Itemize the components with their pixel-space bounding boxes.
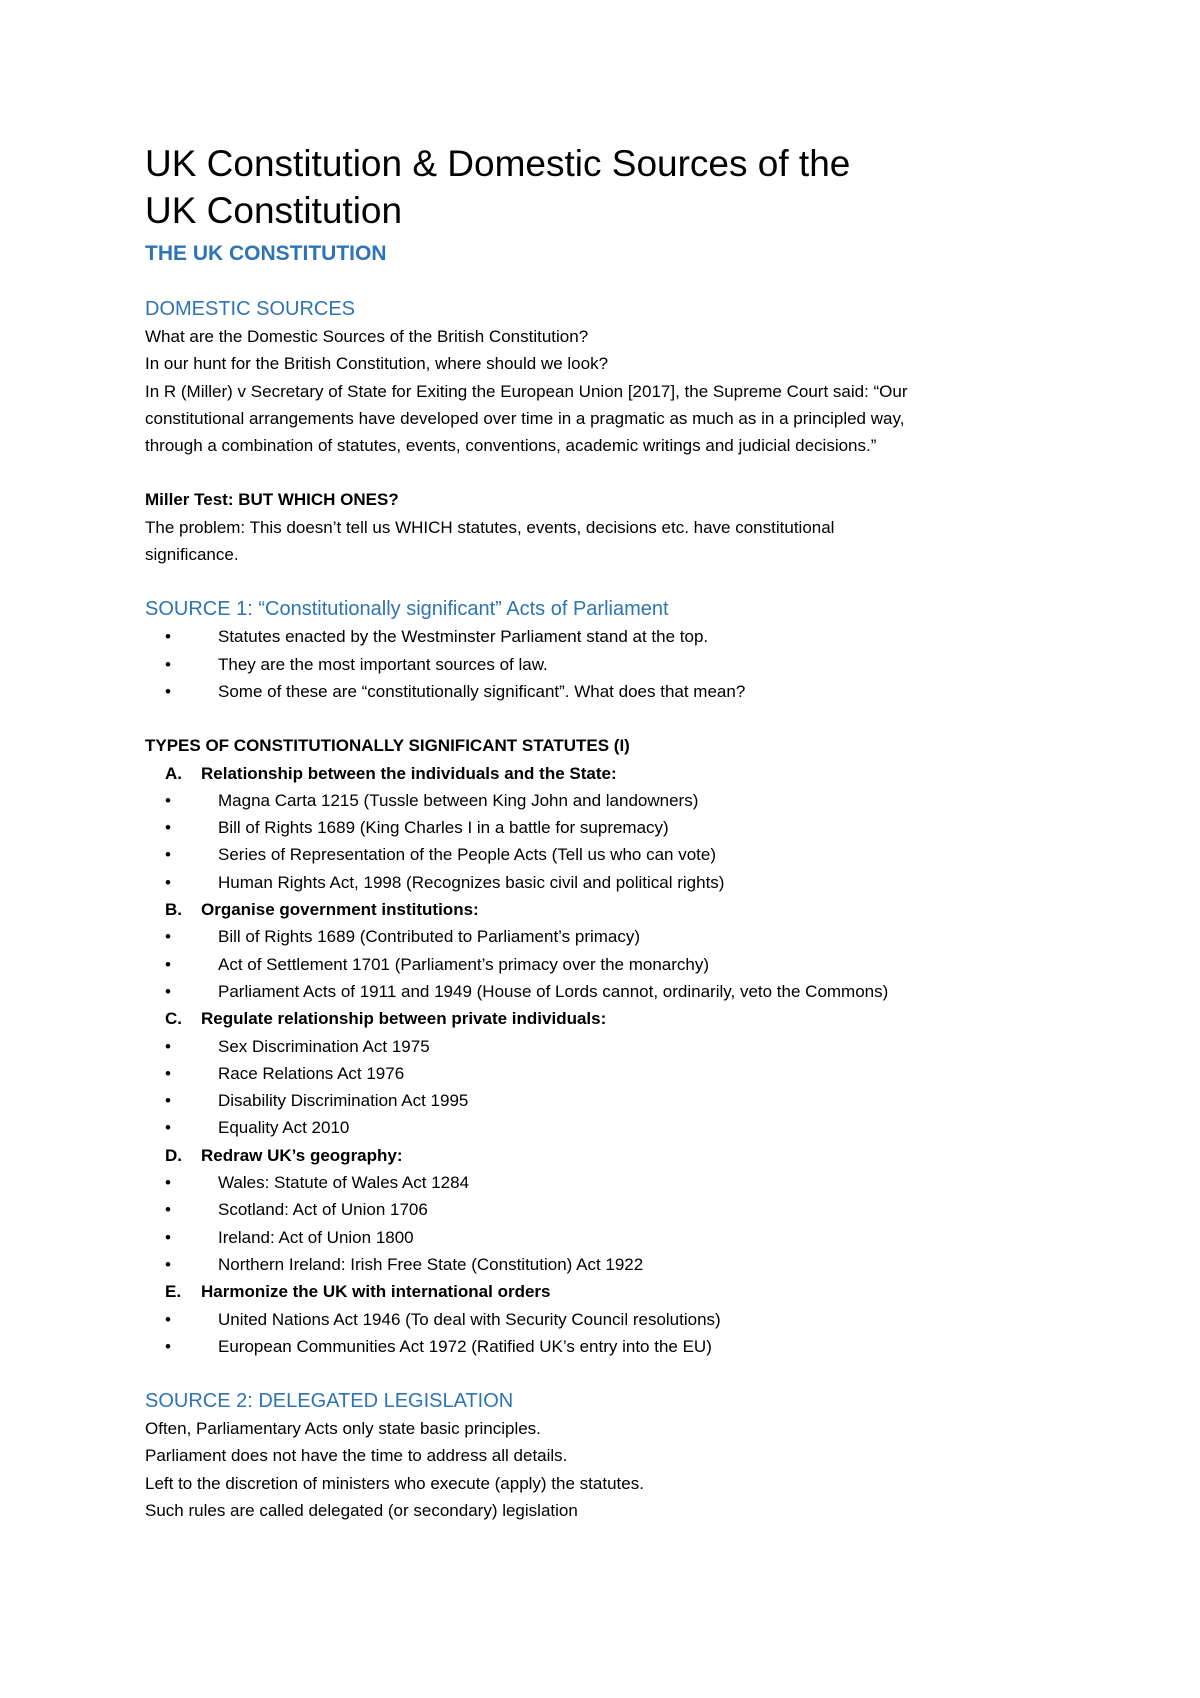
source-2-line: Often, Parliamentary Acts only state basic principles. <box>145 1419 541 1439</box>
bullet-icon: • <box>165 872 171 892</box>
list-item: • Ireland: Act of Union 1800 <box>145 1224 1075 1251</box>
bullet-icon: • <box>165 1063 171 1083</box>
category-e-heading: E. Harmonize the UK with international orders <box>165 1282 551 1302</box>
document-title <box>145 140 1075 234</box>
document-page <box>145 140 1075 1524</box>
bullet-icon: • <box>165 1227 171 1247</box>
category-a-heading: A. Relationship between the individuals and the State: <box>165 763 617 783</box>
category-d-list <box>145 1169 1075 1278</box>
source-2-line: Parliament does not have the time to address all details. <box>145 1446 568 1466</box>
bullet-icon: • <box>165 654 171 674</box>
list-item: • Series of Representation of the People Acts (Tell us who can vote) <box>145 841 1075 868</box>
miller-test-heading: Miller Test: BUT WHICH ONES? <box>145 490 399 510</box>
heading-domestic-sources: DOMESTIC SOURCES <box>145 298 356 320</box>
intro-paragraph <box>145 323 1075 459</box>
heading-uk-constitution: THE UK CONSTITUTION <box>145 242 387 265</box>
source-2-line: Such rules are called delegated (or secondary) legislation <box>145 1500 578 1520</box>
miller-test-paragraph <box>145 514 1075 569</box>
intro-line: In our hunt for the British Constitution, where should we look? <box>145 354 609 374</box>
list-item: • Statutes enacted by the Westminster Parliament stand at the top. <box>145 623 1075 650</box>
category-a-list <box>145 787 1075 896</box>
list-item: • Wales: Statute of Wales Act 1284 <box>145 1169 1075 1196</box>
bullet-icon: • <box>165 818 171 838</box>
list-item: • Sex Discrimination Act 1975 <box>145 1033 1075 1060</box>
bullet-icon: • <box>165 1118 171 1138</box>
title-line-1: UK Constitution & Domestic Sources of the <box>145 143 851 184</box>
bullet-icon: • <box>165 927 171 947</box>
list-item: • Human Rights Act, 1998 (Recognizes basic civil and political rights) <box>145 869 1075 896</box>
miller-test-line: The problem: This doesn’t tell us WHICH statutes, events, decisions etc. have constitutional <box>145 517 835 537</box>
list-item: • Northern Ireland: Irish Free State (Constitution) Act 1922 <box>145 1251 1075 1278</box>
list-item: • Act of Settlement 1701 (Parliament’s primacy over the monarchy) <box>145 951 1075 978</box>
intro-line: constitutional arrangements have developed over time in a pragmatic as much as in a principled way, <box>145 408 905 428</box>
bullet-icon: • <box>165 627 171 647</box>
category-e-list <box>145 1306 1075 1361</box>
bullet-icon: • <box>165 1091 171 1111</box>
heading-source-1: SOURCE 1: “Constitutionally significant” Acts of Parliament <box>145 598 669 621</box>
list-item: • Bill of Rights 1689 (Contributed to Parliament’s primacy) <box>145 923 1075 950</box>
intro-line: through a combination of statutes, events, conventions, academic writings and judicial decisions.” <box>145 436 877 456</box>
source-2-line: Left to the discretion of ministers who execute (apply) the statutes. <box>145 1473 644 1493</box>
list-item: • Equality Act 2010 <box>145 1114 1075 1141</box>
bullet-icon: • <box>165 1200 171 1220</box>
category-b-heading: B. Organise government institutions: <box>165 900 479 920</box>
list-item: • Parliament Acts of 1911 and 1949 (House of Lords cannot, ordinarily, veto the Commons) <box>145 978 1075 1005</box>
bullet-icon: • <box>165 1309 171 1329</box>
bullet-icon: • <box>165 981 171 1001</box>
list-item: • Scotland: Act of Union 1706 <box>145 1196 1075 1223</box>
types-heading: TYPES OF CONSTITUTIONALLY SIGNIFICANT STATUTES (I) <box>145 736 630 756</box>
intro-line: In R (Miller) v Secretary of State for Exiting the European Union [2017], the Supreme Court said: “Our <box>145 381 908 401</box>
miller-test-line: significance. <box>145 545 239 565</box>
bullet-icon: • <box>165 845 171 865</box>
bullet-icon: • <box>165 1254 171 1274</box>
source-1-list <box>145 623 1075 705</box>
title-line-2: UK Constitution <box>145 190 403 231</box>
list-item: • They are the most important sources of law. <box>145 651 1075 678</box>
bullet-icon: • <box>165 954 171 974</box>
intro-line: What are the Domestic Sources of the British Constitution? <box>145 327 589 346</box>
list-item: • Magna Carta 1215 (Tussle between King John and landowners) <box>145 787 1075 814</box>
list-item: • Disability Discrimination Act 1995 <box>145 1087 1075 1114</box>
source-2-paragraph <box>145 1415 1075 1524</box>
heading-source-2: SOURCE 2: DELEGATED LEGISLATION <box>145 1390 514 1413</box>
category-c-heading: C. Regulate relationship between private individuals: <box>165 1009 607 1029</box>
category-c-list <box>145 1033 1075 1142</box>
category-d-heading: D. Redraw UK’s geography: <box>165 1145 403 1165</box>
bullet-icon: • <box>165 1173 171 1193</box>
bullet-icon: • <box>165 1336 171 1356</box>
bullet-icon: • <box>165 681 171 701</box>
category-b-list <box>145 923 1075 1005</box>
list-item: • European Communities Act 1972 (Ratified UK’s entry into the EU) <box>145 1333 1075 1360</box>
list-item: • Race Relations Act 1976 <box>145 1060 1075 1087</box>
list-item: • Some of these are “constitutionally significant”. What does that mean? <box>145 678 1075 705</box>
bullet-icon: • <box>165 1036 171 1056</box>
list-item: • United Nations Act 1946 (To deal with Security Council resolutions) <box>145 1306 1075 1333</box>
list-item: • Bill of Rights 1689 (King Charles I in a battle for supremacy) <box>145 814 1075 841</box>
bullet-icon: • <box>165 790 171 810</box>
